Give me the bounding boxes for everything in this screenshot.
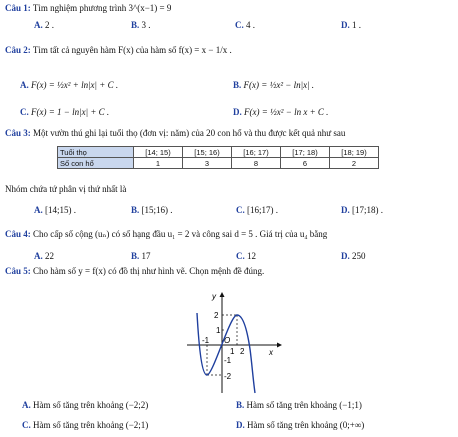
x-tick-1: 1 (230, 347, 235, 356)
lifespan-table (57, 146, 379, 169)
table-cell: 1 (134, 158, 183, 169)
q3-option-c[interactable] (236, 205, 278, 215)
q3-option-a[interactable] (34, 205, 76, 215)
q2-option-b-text: F(x) = ½x² − ln|x| . (243, 80, 315, 90)
table-cell: 3 (183, 158, 232, 169)
x-axis-label: x (269, 348, 273, 357)
q1-option-d-text: 1 . (352, 20, 361, 30)
function-graph (185, 289, 285, 395)
question-3-text: Một vườn thú ghi lại tuổi thọ (đơn vị: năm) của 20 con hổ và thu được kết quả như sau (33, 128, 346, 138)
q4-option-c-text: 12 (247, 251, 256, 261)
q5-option-d-text: Hàm số tăng trên khoảng (0;+∞) (247, 420, 365, 430)
q3-option-a-text: [14;15) . (45, 205, 76, 215)
q5-option-a-label: A. (22, 400, 31, 410)
y-tick-1: 1 (216, 326, 221, 335)
question-3 (5, 128, 345, 138)
q1-option-c-text: 4 . (246, 20, 255, 30)
origin-label: O (224, 336, 231, 345)
q1-option-a-label: A. (34, 20, 43, 30)
q4-option-a-label: A. (34, 251, 43, 261)
question-1 (5, 3, 171, 13)
table-cell: [14; 15) (134, 147, 183, 158)
q1-option-b[interactable] (131, 20, 151, 30)
question-2-text: Tìm tất cả nguyên hàm F(x) của hàm số f(x) = x − 1/x . (32, 45, 232, 55)
q4-option-b-label: B. (131, 251, 140, 261)
question-5 (5, 266, 264, 276)
q2-option-a-label: A. (20, 80, 29, 90)
q2-option-d[interactable] (233, 107, 328, 117)
q5-option-c-text: Hàm số tăng trên khoảng (−2;1) (33, 420, 149, 430)
question-2-label: Câu 2: (5, 45, 31, 55)
q5-option-b-label: B. (236, 400, 245, 410)
q3-option-a-label: A. (34, 205, 43, 215)
q2-option-c[interactable] (20, 107, 109, 117)
q3-option-c-text: [16;17) . (247, 205, 278, 215)
q3-option-b-label: B. (131, 205, 140, 215)
table-cell: 6 (281, 158, 330, 169)
q2-option-b[interactable] (233, 80, 314, 90)
q2-option-c-text: F(x) = 1 − ln|x| + C . (31, 107, 110, 117)
x-tick-2: 2 (240, 347, 245, 356)
question-4 (5, 229, 327, 240)
q3-option-d-label: D. (341, 205, 350, 215)
question-1-label: Câu 1: (5, 3, 31, 13)
q3-option-d[interactable] (341, 205, 383, 215)
question-3-followup: Nhóm chứa tứ phân vị thứ nhất là (5, 184, 127, 194)
x-tick-minus-1: -1 (202, 336, 210, 345)
y-axis-arrow-icon (220, 292, 225, 297)
q1-option-b-label: B. (131, 20, 140, 30)
function-curve (197, 313, 255, 393)
table-cell: [15; 16) (183, 147, 232, 158)
table-header-count: Số con hổ (58, 158, 134, 169)
q5-option-b[interactable] (236, 400, 362, 410)
q4-option-c-label: C. (236, 251, 245, 261)
q3-option-c-label: C. (236, 205, 245, 215)
q1-option-b-text: 3 . (141, 20, 151, 30)
q4-option-b[interactable] (131, 251, 151, 261)
question-3-label: Câu 3: (5, 128, 31, 138)
table-header-lifespan: Tuổi thọ (58, 147, 134, 158)
q3-option-d-text: [17;18) . (352, 205, 383, 215)
q5-option-d-label: D. (236, 420, 245, 430)
y-tick-2: 2 (214, 311, 219, 320)
table-cell: 8 (232, 158, 281, 169)
table-cell: [16; 17) (232, 147, 281, 158)
q5-option-d[interactable] (236, 420, 364, 430)
q2-option-c-label: C. (20, 107, 29, 117)
table-row-count (58, 158, 379, 169)
table-row-lifespan (58, 147, 379, 158)
q1-option-d-label: D. (341, 20, 350, 30)
question-1-text: Tìm nghiệm phương trình 3^(x−1) = 9 (32, 3, 172, 13)
q4-option-a[interactable] (34, 251, 54, 261)
q2-option-d-label: D. (233, 107, 242, 117)
q2-option-b-label: B. (233, 80, 242, 90)
q4-option-a-text: 22 (45, 251, 54, 261)
y-tick-minus-2: -2 (224, 372, 232, 381)
q5-option-a-text: Hàm số tăng trên khoảng (−2;2) (33, 400, 149, 410)
q1-option-a[interactable] (34, 20, 54, 30)
q3-option-b-text: [15;16) . (141, 205, 173, 215)
q1-option-c[interactable] (235, 20, 255, 30)
q4-option-b-text: 17 (141, 251, 151, 261)
q4-option-d-label: D. (341, 251, 350, 261)
y-tick-minus-1: -1 (224, 356, 232, 365)
question-5-text: Cho hàm số y = f(x) có đồ thị như hình vẽ. Chọn mệnh đề đúng. (33, 266, 265, 276)
q2-option-d-text: F(x) = ½x² − ln x + C . (244, 107, 329, 117)
q5-option-a[interactable] (22, 400, 148, 410)
q5-option-b-text: Hàm số tăng trên khoảng (−1;1) (246, 400, 362, 410)
q1-option-a-text: 2 . (45, 20, 54, 30)
table-cell: [17; 18) (281, 147, 330, 158)
question-4-label: Câu 4: (5, 229, 31, 239)
q2-option-a-text: F(x) = ½x² + ln|x| + C . (31, 80, 119, 90)
x-axis-arrow-icon (277, 343, 282, 348)
question-4-text: Cho cấp số cộng (uₙ) có số hạng đầu u₁ = 2 và công sai d = 5 . Giá trị của u₄ bằng (33, 229, 328, 239)
q5-option-c[interactable] (22, 420, 148, 430)
question-2 (5, 45, 232, 55)
table-cell: [18; 19) (330, 147, 379, 158)
table-cell: 2 (330, 158, 379, 169)
question-5-label: Câu 5: (5, 266, 31, 276)
q4-option-d-text: 250 (352, 251, 366, 261)
q4-option-c[interactable] (236, 251, 256, 261)
q4-option-d[interactable] (341, 251, 366, 261)
q5-option-c-label: C. (22, 420, 31, 430)
q2-option-a[interactable] (20, 80, 118, 90)
q1-option-d[interactable] (341, 20, 361, 30)
q1-option-c-label: C. (235, 20, 244, 30)
q3-option-b[interactable] (131, 205, 173, 215)
y-axis-label: y (212, 292, 216, 301)
